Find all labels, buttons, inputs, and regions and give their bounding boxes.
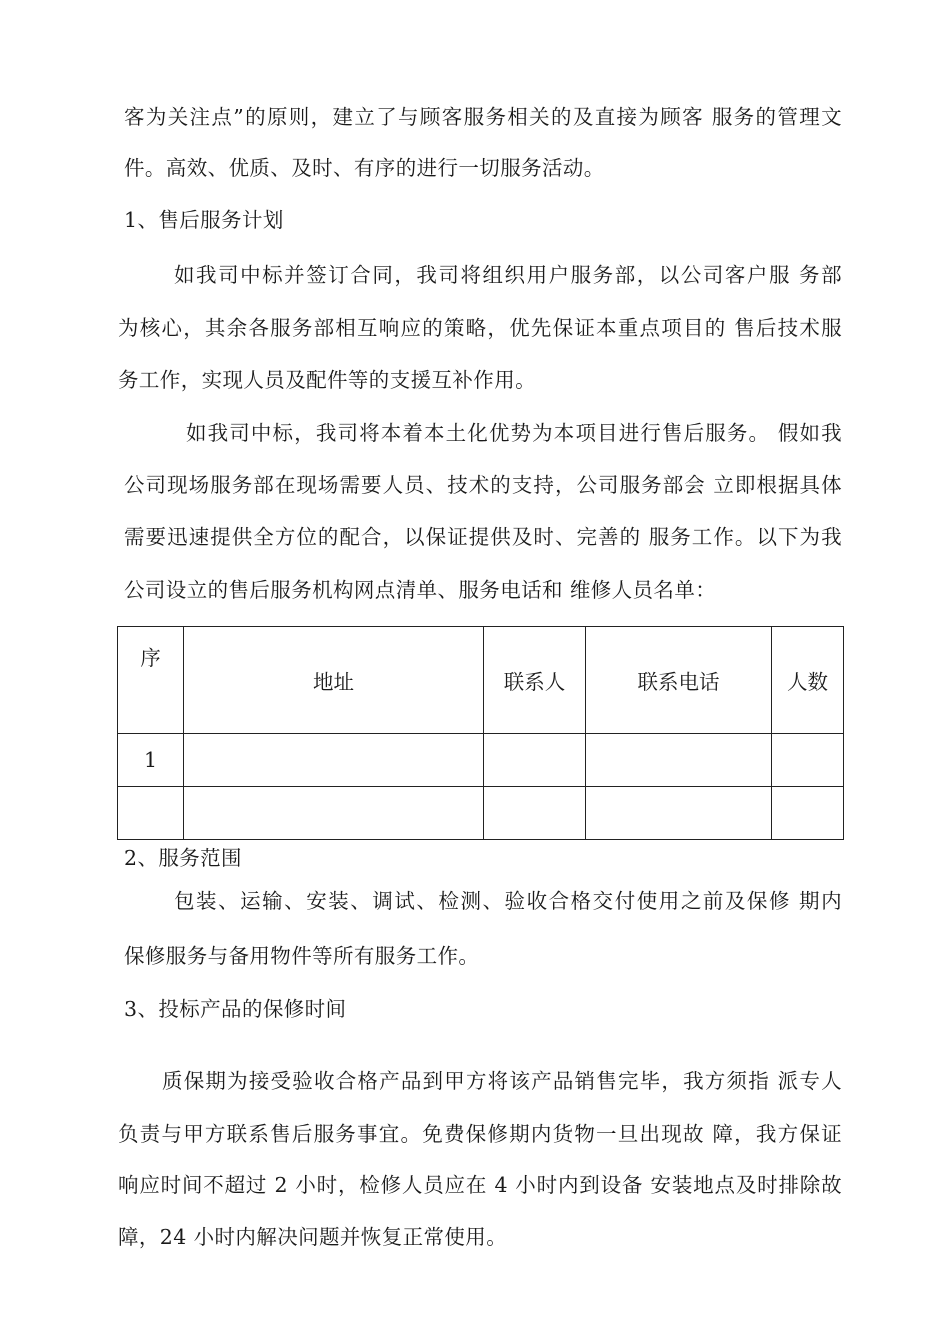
- warranty-line-1: 质保期为接受验收合格产品到甲方将该产品销售完毕，我方须指 派专人: [162, 1069, 842, 1093]
- service-sites-table: [117, 626, 844, 840]
- table-cell: 1: [118, 734, 184, 787]
- table-row: [118, 734, 844, 787]
- warranty-line-3: 响应时间不超过 2 小时，检修人员应在 4 小时内到设备 安装地点及时排除故: [118, 1173, 842, 1197]
- section-3-heading: 3、投标产品的保修时间: [124, 997, 347, 1021]
- table-cell: [772, 787, 844, 840]
- plan-paragraph-2-line-3: 需要迅速提供全方位的配合，以保证提供及时、完善的 服务工作。以下为我: [124, 525, 842, 549]
- table-row: [118, 787, 844, 840]
- plan-paragraph-1-line-3: 务工作，实现人员及配件等的支援互补作用。: [118, 368, 536, 392]
- table-header-row: [118, 627, 844, 734]
- warranty-line-2: 负责与甲方联系售后服务事宜。免费保修期内货物一旦出现故 障，我方保证: [118, 1122, 842, 1146]
- scope-line-1: 包装、运输、安装、调试、检测、验收合格交付使用之前及保修 期内: [174, 889, 842, 913]
- table-cell: [586, 787, 772, 840]
- scope-line-2: 保修服务与备用物件等所有服务工作。: [124, 944, 480, 968]
- table-cell: [118, 787, 184, 840]
- plan-paragraph-1-line-1: 如我司中标并签订合同，我司将组织用户服务部，以公司客户服 务部: [174, 263, 842, 287]
- table-cell: [586, 734, 772, 787]
- table-cell: [484, 787, 586, 840]
- table-cell: [184, 734, 484, 787]
- plan-paragraph-2-line-2: 公司现场服务部在现场需要人员、技术的支持，公司服务部会 立即根据具体: [124, 473, 842, 497]
- header-address: 地址: [184, 627, 484, 734]
- plan-paragraph-2-line-4: 公司设立的售后服务机构网点清单、服务电话和 维修人员名单：: [124, 578, 717, 602]
- plan-paragraph-2-line-1: 如我司中标，我司将本着本土化优势为本项目进行售后服务。 假如我: [186, 421, 842, 445]
- table-cell: [772, 734, 844, 787]
- table-cell: [484, 734, 586, 787]
- header-count: 人数: [772, 627, 844, 734]
- intro-line-2: 件。高效、优质、及时、有序的进行一切服务活动。: [124, 156, 605, 180]
- section-1-heading: 1、售后服务计划: [124, 208, 284, 232]
- header-phone: 联系电话: [586, 627, 772, 734]
- header-contact: 联系人: [484, 627, 586, 734]
- table-cell: [184, 787, 484, 840]
- plan-paragraph-1-line-2: 为核心，其余各服务部相互响应的策略，优先保证本重点项目的 售后技术服: [118, 316, 842, 340]
- warranty-line-4: 障，24 小时内解决问题并恢复正常使用。: [118, 1225, 508, 1249]
- section-2-heading: 2、服务范围: [124, 846, 242, 870]
- header-seq: 序: [118, 627, 184, 734]
- intro-line-1: 客为关注点”的原则，建立了与顾客服务相关的及直接为顾客 服务的管理文: [124, 105, 842, 129]
